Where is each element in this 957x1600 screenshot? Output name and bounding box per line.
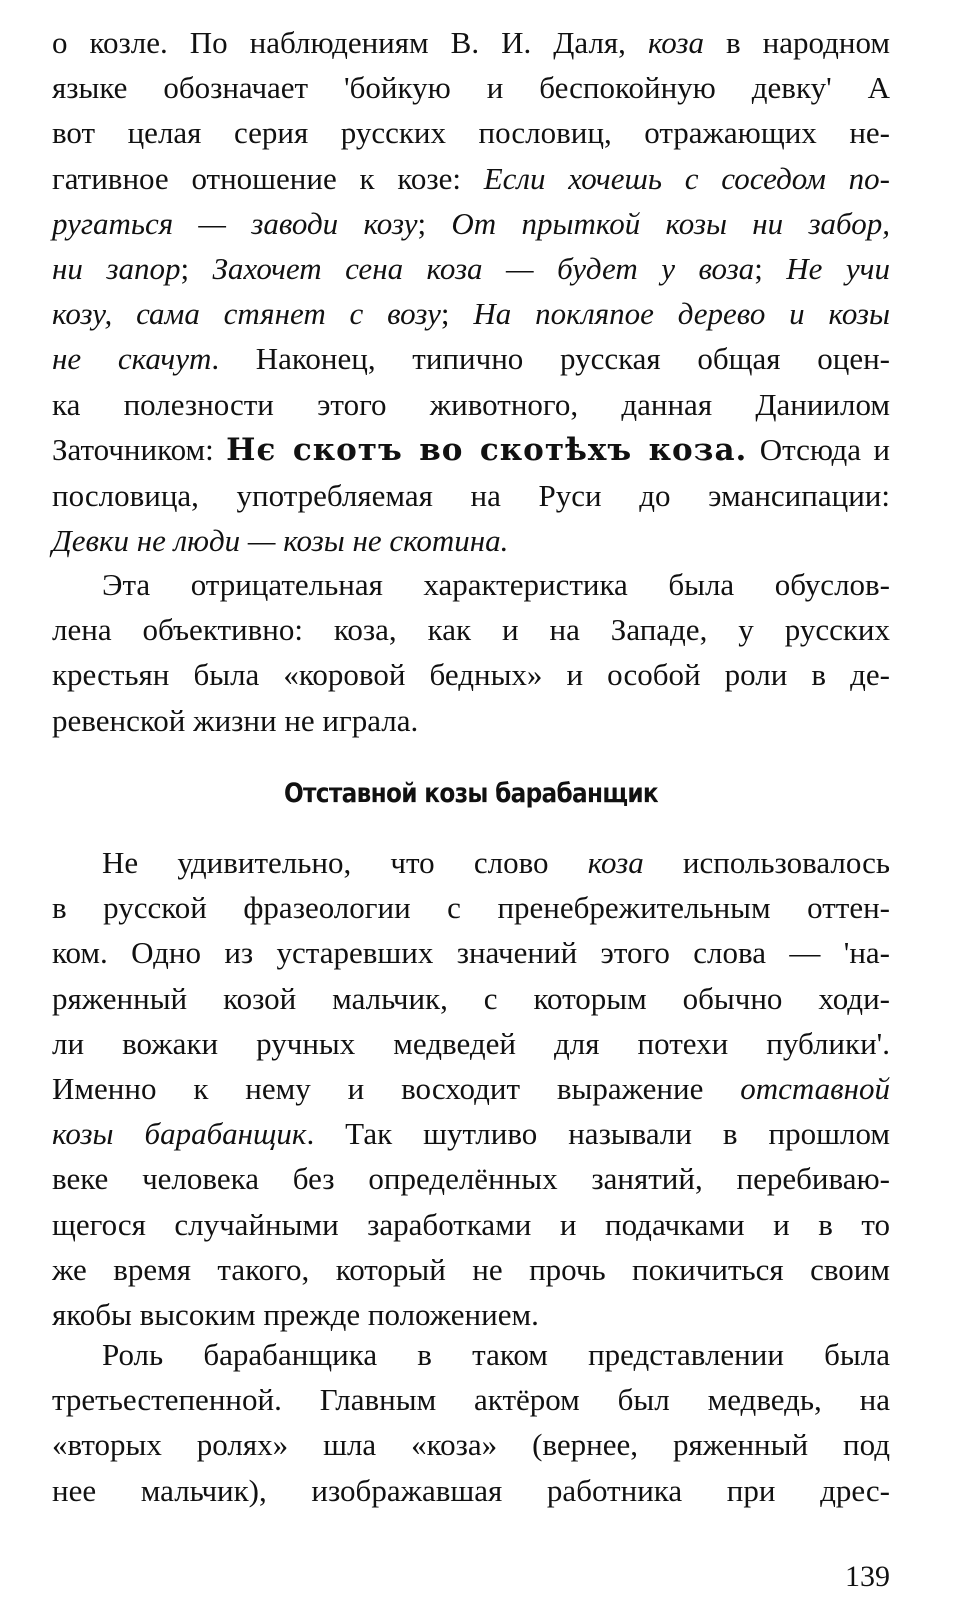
text-line: Роль барабанщика в таком представлении была: [102, 1337, 890, 1372]
book-page: [52, 20, 891, 1593]
text-line: «вторых ролях» шла «коза» (вернее, ряженный под: [52, 1427, 890, 1463]
italic-term: козы барабанщик: [52, 1116, 307, 1152]
italic-proverb: не скачут: [52, 341, 212, 377]
italic-proverb: ни запор: [52, 251, 181, 287]
text-line: лена объективно: коза, как и на Западе, у русских: [52, 612, 890, 648]
text-line: ругаться — заводи козу; От прыткой козы ни забор,: [52, 205, 890, 241]
italic-proverb: Если хочешь с соседом по-: [483, 160, 890, 196]
text-line: козы барабанщик. Так шутливо называли в прошлом: [52, 1116, 890, 1152]
text-line: пословица, употребляемая на Руси до эмансипации:: [52, 478, 890, 514]
text-line: не скачут. Наконец, типично русская общая оцен-: [52, 341, 890, 377]
paragraph-goat-proverbs: [52, 20, 890, 563]
old-slavonic-quote: Нє скотъ во скотѣхъ коза.: [226, 431, 748, 468]
italic-proverb: Девки не люди — козы не скотина.: [52, 523, 509, 559]
text-line: ком. Одно из устаревших значений этого слова — 'на-: [52, 935, 890, 971]
text-line: ряженный козой мальчик, с которым обычно ходи-: [52, 980, 890, 1016]
italic-proverb: Захочет сена коза — будет у воза: [212, 251, 755, 287]
italic-proverb: На покляпое дерево и козы: [473, 296, 890, 332]
text-line: [52, 518, 890, 563]
paragraph-negative-characteristic: [52, 562, 890, 743]
italic-proverb: козу, сама стянет с возу: [52, 296, 441, 332]
italic-term: коза: [587, 845, 644, 880]
italic-proverb: ругаться — заводи козу: [52, 205, 418, 241]
text-line: щегося случайными заработками и подачками и в то: [52, 1206, 890, 1242]
text-line: якобы высоким прежде положением.: [52, 1297, 539, 1333]
text-line: языке обозначает 'бойкую и беспокойную девку' А: [52, 70, 890, 106]
paragraph-drummer-role: [52, 1332, 890, 1513]
text-line: Именно к нему и восходит выражение отставной: [52, 1071, 890, 1107]
text-line: ревенской жизни не играла.: [52, 702, 419, 738]
text-line: Эта отрицательная характеристика была обуслов-: [102, 567, 890, 602]
text-line: Не удивительно, что слово коза использовалось: [102, 845, 890, 880]
text-line: о козле. По наблюдениям В. И. Даля, коза в народном: [52, 25, 891, 60]
text-line: вот целая серия русских пословиц, отражающих не-: [52, 115, 890, 151]
text-line: ни запор; Захочет сена коза — будет у воза; Не учи: [52, 251, 890, 287]
italic-proverb: Не учи: [786, 251, 890, 287]
text-line: гативное отношение к козе: Если хочешь с соседом по-: [52, 160, 890, 196]
text-line: нее мальчик), изображавшая работника при дрес-: [52, 1472, 890, 1508]
text-line: козу, сама стянет с возу; На покляпое дерево и козы: [52, 296, 890, 332]
text-line: крестьян была «коровой бедных» и особой роли в де-: [52, 657, 890, 693]
text-line: же время такого, который не прочь покичиться своим: [52, 1251, 890, 1287]
italic-proverb: От прыткой козы ни забор,: [451, 205, 890, 241]
text-line: веке человека без определённых занятий, перебиваю-: [52, 1161, 890, 1197]
section-heading: Отставной козы барабанщик: [283, 778, 659, 809]
italic-term: коза: [647, 25, 704, 60]
text-line: Заточником: Нє скотъ во скотѣхъ коза. Отсюда и: [52, 431, 890, 468]
text-line: третьестепенной. Главным актёром был медведь, на: [52, 1382, 890, 1418]
paragraph-drummer-expression: [52, 840, 890, 1337]
text-line: в русской фразеологии с пренебрежительным оттен-: [52, 890, 890, 926]
text-line: ли вожаки ручных медведей для потехи публики'.: [52, 1025, 890, 1061]
page-number: 139: [845, 1560, 890, 1593]
text-line: ка полезности этого животного, данная Даниилом: [52, 386, 890, 422]
italic-term: отставной: [740, 1071, 890, 1107]
